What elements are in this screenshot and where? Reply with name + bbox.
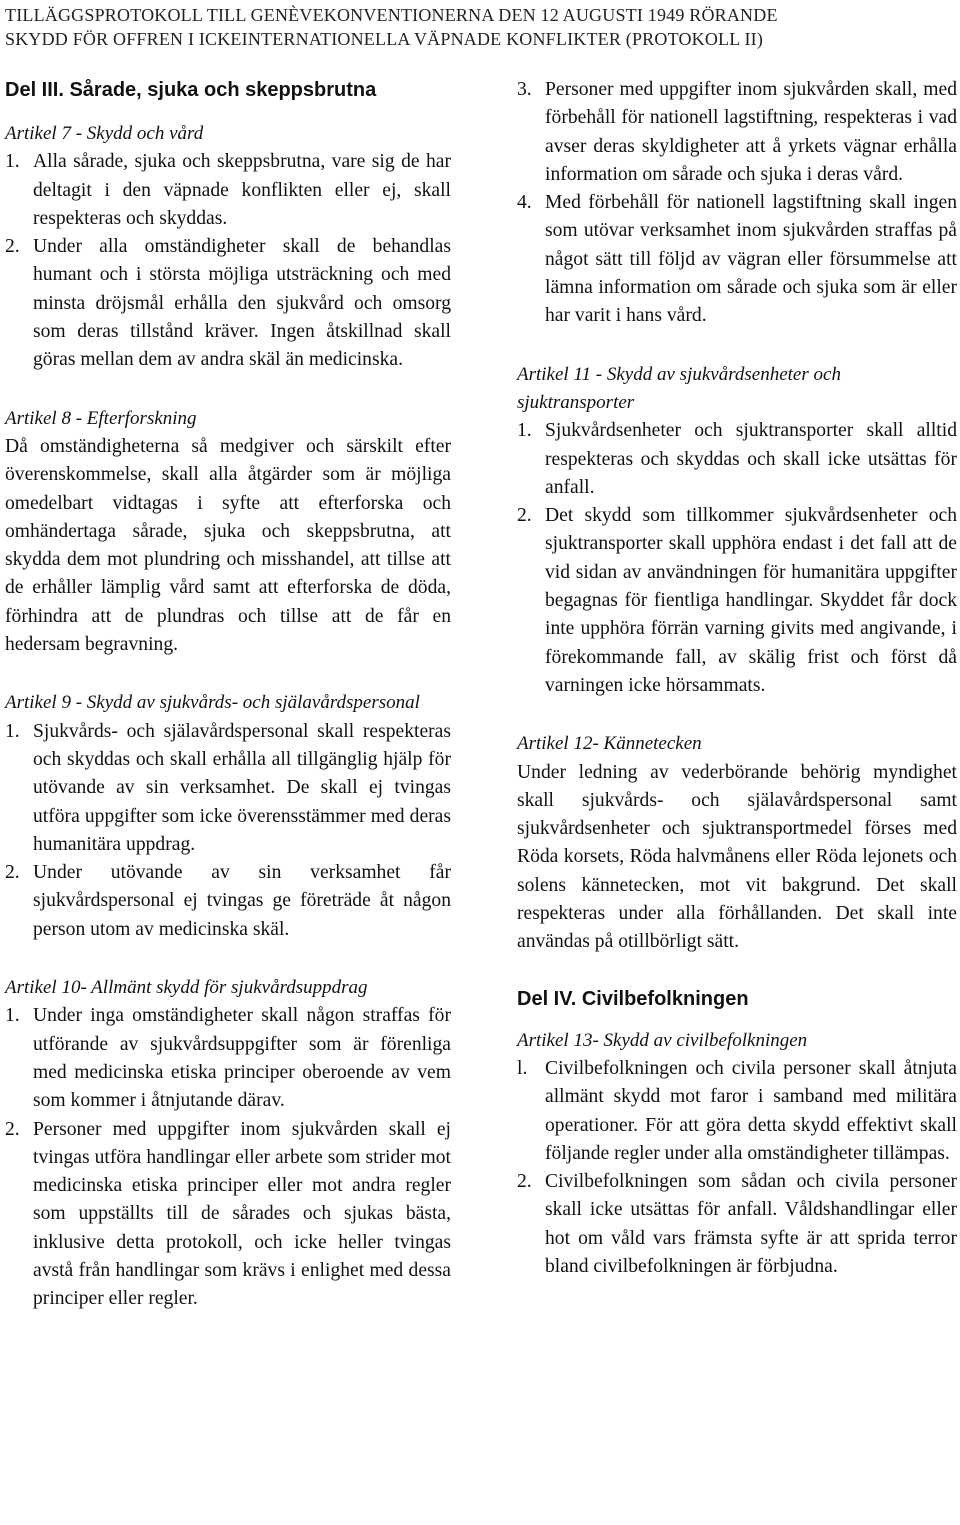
article-13 xyxy=(517,1027,957,1282)
part-4-title: Del IV. Civilbefolkningen xyxy=(517,987,749,1010)
article-11 xyxy=(517,361,957,701)
header-line-2: SKYDD FÖR OFFREN I ICKEINTERNATIONELLA VÄPNADE KONFLIKTER (PROTOKOLL II) xyxy=(5,29,764,49)
article-8-title: Artikel 8 - Efterforskning xyxy=(5,407,197,429)
article-9-title: Artikel 9 - Skydd av sjukvårds- och själavårdspersonal xyxy=(5,692,420,714)
item-number: 1. xyxy=(5,720,20,742)
article-10-item-4 xyxy=(517,189,957,330)
article-10-item-1 xyxy=(5,1002,451,1115)
article-12-title: Artikel 12- Kännetecken xyxy=(517,733,702,755)
article-13-title: Artikel 13- Skydd av civilbefolkningen xyxy=(517,1029,808,1051)
item-text: Under alla omständigheter skall de behandlas humant och i största möjliga utsträckning och med minsta dröjsmål erhålla den sjukvård och omsorg som deras tillstånd kräver. Ingen åtskillnad skall göras mellan dem av andra skäl än medicinska. xyxy=(33,236,451,371)
item-text: Det skydd som tillkommer sjukvårdsenheter och sjuktransporter skall upphöra endast i det fall att de vid sidan av användningen för humanitära uppgifter begagnas för fientliga handlingar. Skyddet får dock inte upphöra förrän varning givits med angivande, i förekommande fall, av skälig frist och först då varningen icke hörsammats. xyxy=(545,505,957,696)
article-10-continued xyxy=(517,76,957,331)
item-number: 2. xyxy=(5,862,20,884)
item-text: Personer med uppgifter inom sjukvården skall ej tvingas utföra handlingar eller arbete som strider mot medicinska etiska principer eller mot andra regler som uppställts till de sårades och sjukas bästa, inklusive detta protokoll, och icke heller tvingas avstå från handlingar som krävs i enlighet med dessa principer eller regler. xyxy=(33,1118,451,1310)
item-number: l. xyxy=(517,1057,528,1079)
item-text: Med förbehåll för nationell lagstiftning skall ingen som utövar verksamhet inom sjukvården straffas på något sätt till följd av vägran eller försummelse att lämna information om sårade och sjuka som är eller har varit i hans vård. xyxy=(545,192,957,327)
item-number: 1. xyxy=(5,1005,20,1027)
item-number: 4. xyxy=(517,192,532,214)
article-7-title: Artikel 7 - Skydd och vård xyxy=(5,123,204,144)
item-text: Under inga omständigheter skall någon straffas för utförande av sjukvårdsuppgifter som är förenliga med medicinska etiska principer oberoende av vem som kommer i åtnjutande därav. xyxy=(33,1005,451,1112)
part-3-title: Del III. Sårade, sjuka och skeppsbrutna xyxy=(5,79,377,101)
item-number: 2. xyxy=(517,1171,532,1193)
item-text: Civilbefolkningen som sådan och civila personer skall icke utsättas för anfall. Våldshandlingar eller hot om våld vars främsta syfte är att sprida terror bland civilbefolkningen är förbjudna. xyxy=(545,1171,957,1277)
article-7-item-2 xyxy=(5,233,451,374)
article-13-item-2 xyxy=(517,1168,957,1281)
item-number: 3. xyxy=(517,79,532,100)
item-number: 1. xyxy=(517,420,532,442)
right-column xyxy=(517,76,957,1281)
article-13-item-1 xyxy=(517,1055,957,1168)
item-text: Alla sårade, sjuka och skeppsbrutna, vare sig de har deltagit i den väpnade konflikten eller ej, skall respekteras och skyddas. xyxy=(33,151,451,229)
item-number: 1. xyxy=(5,151,20,173)
article-9-item-1 xyxy=(5,718,451,859)
article-10-item-3 xyxy=(517,76,957,189)
article-11-item-2 xyxy=(517,502,957,700)
left-column xyxy=(5,76,451,1314)
article-10-item-2 xyxy=(5,1116,451,1314)
article-9-item-2 xyxy=(5,859,451,944)
item-text: Sjukvårdsenheter och sjuktransporter skall alltid respekteras och skyddas och skall icke utsättas för anfall. xyxy=(545,420,957,498)
item-text: Sjukvårds- och själavårdspersonal skall respekteras och skyddas och skall erhålla all tillgänglig hjälp för utövande av sin verksamhet. De skall ej tvingas utföra uppgifter som icke överensstämmer med deras humanitära uppdrag. xyxy=(33,720,451,855)
article-10-title: Artikel 10- Allmänt skydd för sjukvårdsuppdrag xyxy=(5,977,368,999)
document-header xyxy=(5,3,955,51)
article-11-title: Artikel 11 - Skydd av sjukvårdsenheter och sjuktransporter xyxy=(517,363,841,413)
article-12 xyxy=(517,730,957,956)
item-text: Personer med uppgifter inom sjukvården skall, med förbehåll för nationell lagstiftning, respekteras i vad avser deras skyldigheter att å yrkets vägnar erhålla information om sårade och sjuka i deras vård. xyxy=(545,79,957,185)
article-12-text: Under ledning av vederbörande behörig myndighet skall sjukvårds- och själavårdspersonal samt sjukvårdsenheter och sjuktransportmedel förses med Röda korsets, Röda halvmånens eller Röda lejonets och solens kännetecken, mot vit bakgrund. Det skall respekteras under alla förhållanden. Det skall inte användas på otillbörligt sätt. xyxy=(517,761,957,953)
article-8-text: Då omständigheterna så medgiver och särskilt efter överenskommelse, skall alla åtgärder som är möjliga omedelbart vidtagas i syfte att efterforska och omhändertaga sårade, sjuka och skeppsbrutna, att skydda dem mot plundring och misshandel, att tillse att de erhåller lämplig vård samt att efterforska de döda, förhindra att de plundras och tillse att de får en hedersam begravning. xyxy=(5,435,451,656)
item-text: Under utövande av sin verksamhet får sjukvårdspersonal ej tvingas ge företräde åt någon person utom av medicinska skäl. xyxy=(33,862,451,940)
item-text: Civilbefolkningen och civila personer skall åtnjuta allmänt skydd mot faror i samband med militära operationer. För att göra detta skydd effektivt skall följande regler under alla omständigheter tillämpas. xyxy=(545,1057,957,1164)
item-number: 2. xyxy=(517,505,532,527)
article-9 xyxy=(5,689,451,944)
article-7-item-1 xyxy=(5,148,451,233)
article-7 xyxy=(5,120,451,375)
article-8 xyxy=(5,405,451,660)
item-number: 2. xyxy=(5,236,20,258)
article-10 xyxy=(5,974,451,1314)
item-number: 2. xyxy=(5,1118,20,1140)
article-11-item-1 xyxy=(517,417,957,502)
header-line-1: TILLÄGGSPROTOKOLL TILL GENÈVEKONVENTIONERNA DEN 12 AUGUSTI 1949 RÖRANDE xyxy=(5,5,778,25)
